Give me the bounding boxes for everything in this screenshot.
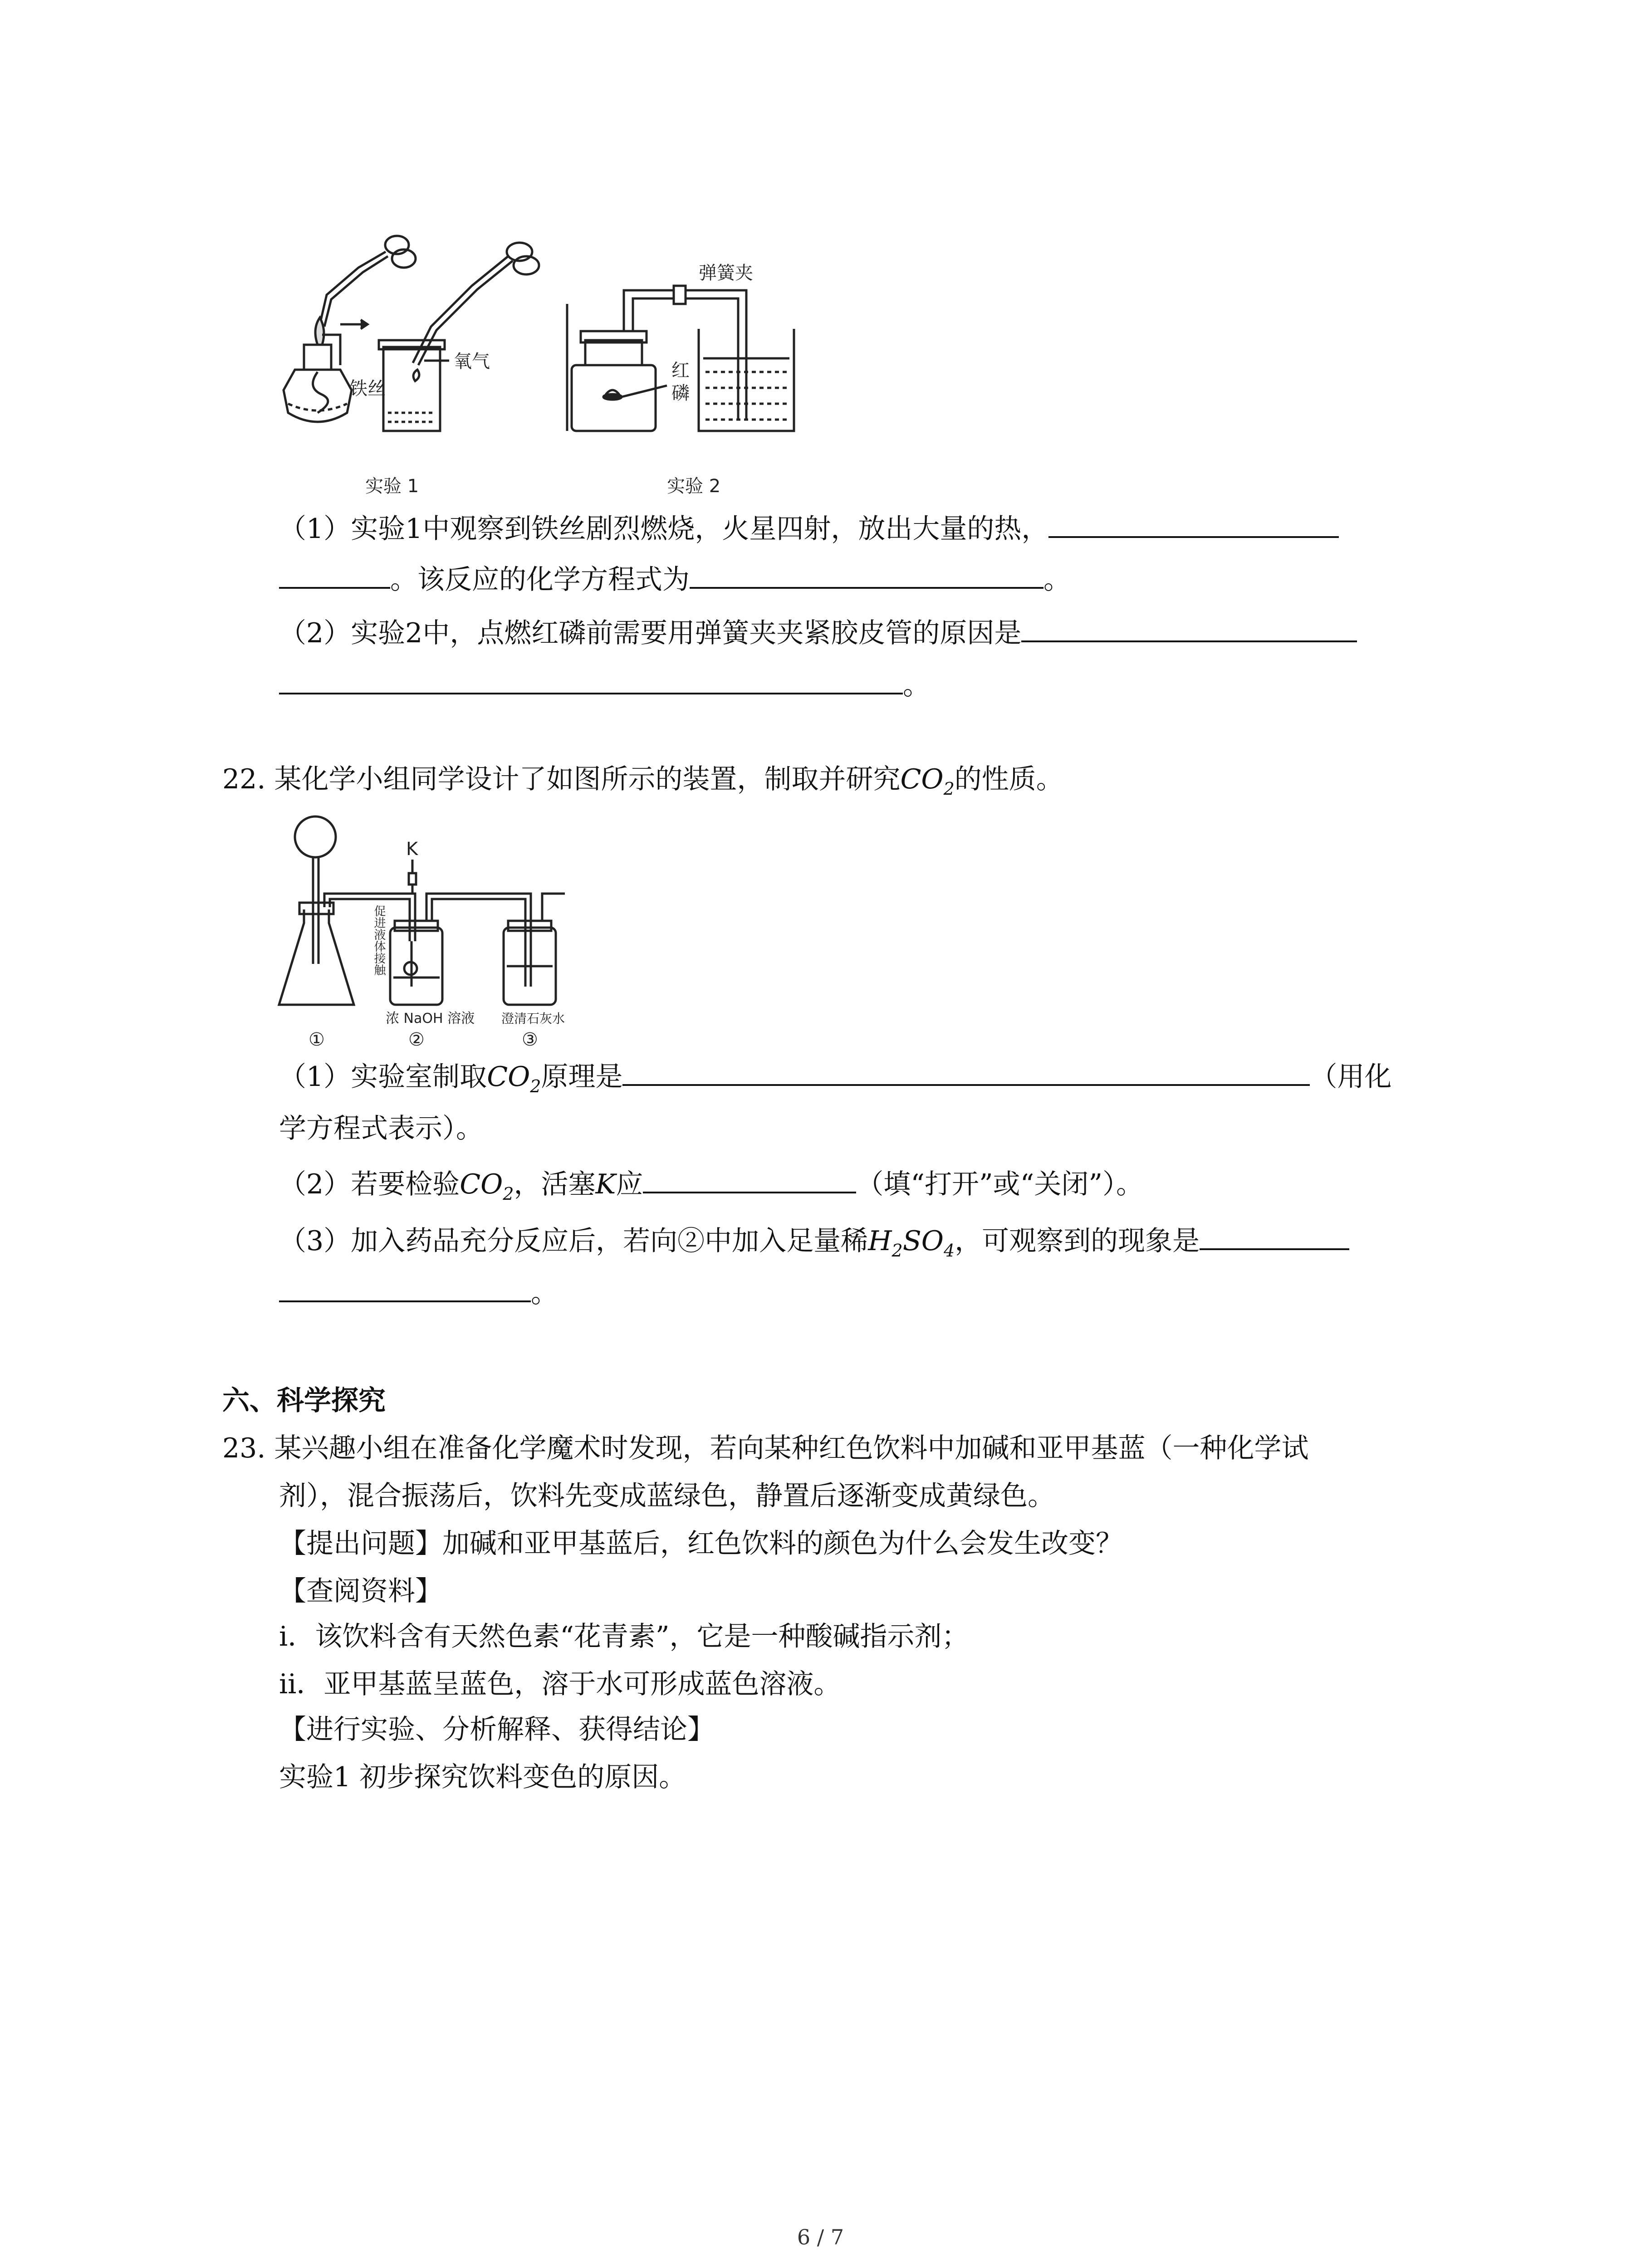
valve-k-label: K [406, 839, 418, 860]
co2-apparatus-figure [274, 814, 619, 1050]
flask-number-1: ① [309, 1029, 325, 1050]
section-6-title: 六、科学探究 [222, 1385, 386, 1417]
answer-blank[interactable] [1021, 612, 1357, 642]
answer-blank[interactable] [279, 1272, 531, 1302]
contact-note: 促进液体接触 [372, 905, 386, 976]
answer-blank[interactable] [279, 665, 903, 694]
label-exp2: 实验 2 [667, 476, 721, 497]
answer-blank[interactable] [279, 559, 390, 589]
answer-blank[interactable] [643, 1163, 856, 1193]
q21-part1-line2: 。该反应的化学方程式为 。 [279, 559, 1455, 599]
label-spring-clip: 弹簧夹 [699, 263, 753, 284]
label-red-phosphorus-1: 红 [671, 360, 690, 381]
q23-experiment-heading: 【进行实验、分析解释、获得结论】 [279, 1714, 715, 1745]
q23-ref-ii: ⅱ．亚甲基蓝呈蓝色，溶于水可形成蓝色溶液。 [279, 1668, 841, 1700]
q23-stem-line2: 剂），混合振荡后，饮料先变成蓝绿色，静置后逐渐变成黄绿色。 [279, 1480, 1055, 1512]
answer-blank[interactable] [1200, 1220, 1349, 1250]
page-number: 6 / 7 [797, 2225, 844, 2249]
q22-part1-line2: 学方程式表示）。 [279, 1113, 483, 1144]
label-exp1: 实验 1 [365, 476, 419, 497]
label-iron-wire: 铁丝 [349, 378, 386, 399]
q22-stem: 22. 某化学小组同学设计了如图所示的装置，制取并研究$CO_2$的性质。 [222, 763, 1063, 799]
q22-part3-line2: 。 [279, 1272, 1455, 1313]
experiment-1-2-figure [268, 213, 798, 508]
q21-part2-line2: 。 [279, 665, 1455, 705]
bottle-number-3: ③ [522, 1029, 538, 1050]
answer-blank[interactable] [622, 1056, 1310, 1086]
q23-question: 【提出问题】加碱和亚甲基蓝后，红色饮料的颜色为什么会发生改变？ [279, 1528, 1123, 1559]
q23-exp1: 实验1 初步探究饮料变色的原因。 [279, 1761, 686, 1793]
limewater-label: 澄清石灰水 [501, 1011, 565, 1026]
q22-part3-line1: （3）加入药品充分反应后，若向②中加入足量稀$H_2SO_4$，可观察到的现象是 [279, 1220, 1455, 1270]
naoh-label: 浓 NaOH 溶液 [386, 1011, 475, 1026]
answer-blank[interactable] [690, 559, 1043, 589]
q23-stem-line1: 23. 某兴趣小组在准备化学魔术时发现，若向某种红色饮料中加碱和亚甲基蓝（一种化学试 [222, 1432, 1309, 1464]
q21-part1-line1: （1）实验1中观察到铁丝剧烈燃烧，火星四射，放出大量的热， [279, 508, 1455, 548]
q22-part2: （2）若要检验$CO_2$，活塞K应 （填“打开”或“关闭”）。 [279, 1163, 1455, 1213]
tongs-left [320, 252, 386, 324]
answer-blank[interactable] [1048, 508, 1339, 538]
label-oxygen: 氧气 [454, 351, 490, 372]
q23-ref-i: ⅰ．该饮料含有天然色素“花青素”，它是一种酸碱指示剂； [279, 1621, 969, 1652]
bottle-number-2: ② [408, 1029, 425, 1050]
q23-ref-title: 【查阅资料】 [279, 1575, 442, 1607]
q22-part1-line1: （1）实验室制取$CO_2$原理是 （用化 [279, 1056, 1455, 1106]
label-red-phosphorus-2: 磷 [671, 383, 690, 404]
q21-part2-line1: （2）实验2中，点燃红磷前需要用弹簧夹夹紧胶皮管的原因是 [279, 612, 1455, 653]
